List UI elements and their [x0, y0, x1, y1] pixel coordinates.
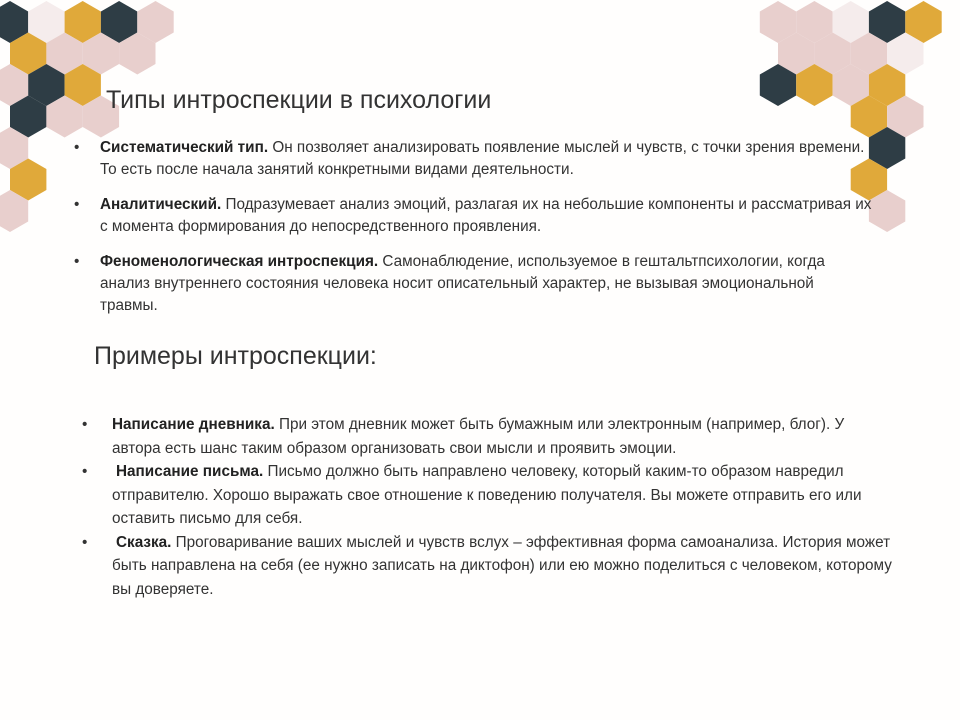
item-text: Проговаривание ваших мыслей и чувств вслух – эффективная форма самоанализа. История может быть направлена на себя (ее нужно записать на диктофон) или ею можно поделиться с человеком, которому вы доверяете.: [112, 533, 892, 598]
item-lead: Написание дневника.: [112, 416, 275, 433]
item-lead: Написание письма.: [116, 463, 264, 480]
list-item: [100, 251, 875, 317]
slide-title: Типы интроспекции в психологии: [106, 86, 492, 114]
item-lead: Систематический тип.: [100, 139, 269, 156]
list-item: [112, 531, 897, 602]
examples-heading: Примеры интроспекции:: [94, 342, 377, 370]
list-item: [100, 137, 875, 181]
item-text: Письмо должно быть направлено человеку, который каким-то образом навредил отправителю. Хорошо выражать свое отношение к поведению получателя. Вы можете отправить его или оставить письмо для себя.: [112, 463, 862, 527]
item-text: Подразумевает анализ эмоций, разлагая их на небольшие компоненты и рассматривая их с момента формирования до непосредственного проявления.: [100, 196, 872, 235]
list-item: [100, 194, 875, 238]
item-text: При этом дневник может быть бумажным или электронным (например, блог). У автора есть шанс таким образом организовать свои мысли и проявить эмоции.: [112, 416, 845, 457]
introspection-types-list: [100, 137, 875, 330]
list-item: [112, 413, 897, 460]
item-text: Самонаблюдение, используемое в гештальтпсихологии, когда анализ внутреннего состояния человека носит описательный характер, не вызывая эмоциональной травмы.: [100, 253, 825, 314]
item-lead: Сказка.: [116, 533, 172, 551]
item-lead: Феноменологическая интроспекция.: [100, 253, 379, 270]
examples-list: [112, 413, 897, 601]
item-lead: Аналитический.: [100, 196, 222, 213]
list-item: [112, 460, 897, 531]
item-text: Он позволяет анализировать появление мыслей и чувств, с точки зрения времени. То есть после начала занятий конкретными видами деятельности.: [100, 139, 865, 178]
